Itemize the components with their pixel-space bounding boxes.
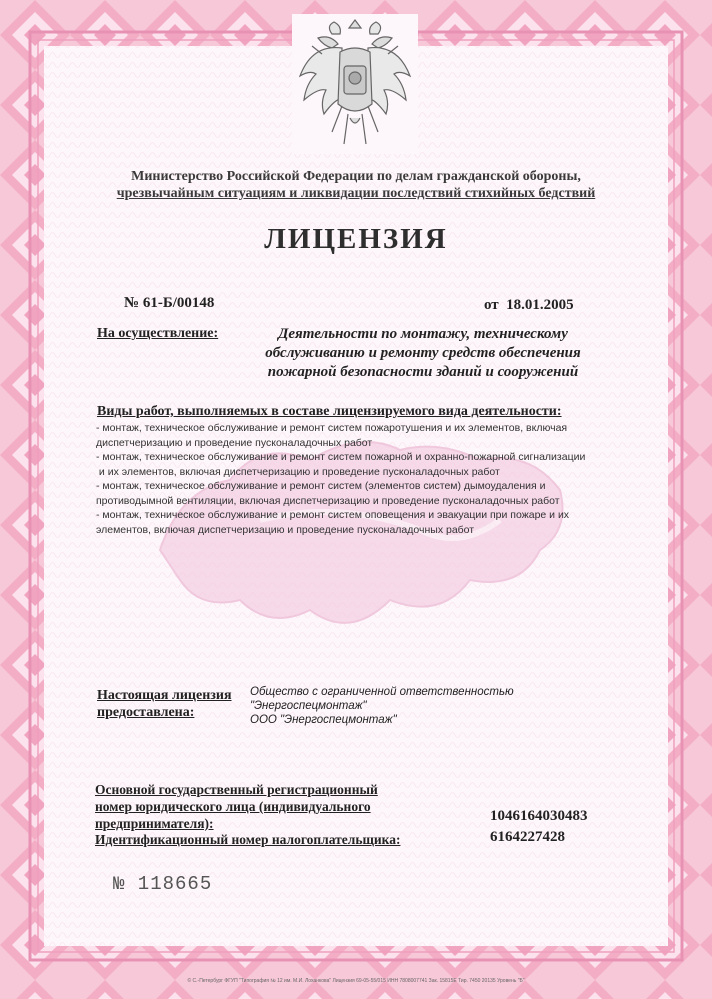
- grant-label: [97, 687, 232, 721]
- works-line: элементов, включая диспетчеризацию и проведение пусконаладочных работ: [96, 523, 475, 536]
- ogrn-label-line: предпринимателя):: [95, 816, 214, 831]
- ogrn-label-line: Основной государственный регистрационный: [95, 782, 378, 797]
- purpose-line: обслуживанию и ремонту средств обеспечения: [265, 345, 581, 361]
- grant-label-line: Настоящая лицензия: [97, 688, 232, 703]
- document-title: ЛИЦЕНЗИЯ: [264, 223, 448, 255]
- works-line: противодымной вентиляции, включая диспетчеризацию и проведение пусконаладочных работ: [96, 494, 560, 507]
- printer-footer: © С.-Петербург ФГУП "Типография № 12 им. М.И. Лоханкова" Лицензия 69-05-55/015 ИНН 7808007741 Зак. 15815Е Тир. 7450 20135 Уровень "Б": [187, 978, 525, 984]
- works-line: - монтаж, техническое обслуживание и ремонт систем пожаротушения и их элементов, включая: [96, 422, 568, 434]
- works-line: диспетчеризацию и проведение пусконаладочных работ: [96, 436, 373, 449]
- ministry-line-2: чрезвычайным ситуациям и ликвидации последствий стихийных бедствий: [116, 186, 596, 201]
- double-headed-eagle-emblem: [292, 14, 418, 154]
- license-date: [484, 297, 574, 314]
- works-line: - монтаж, техническое обслуживание и ремонт систем (элементов систем) дымоудаления и: [96, 480, 546, 492]
- purpose-text: [233, 325, 613, 382]
- inn-value: 6164227428: [490, 829, 565, 845]
- grantee-name: [250, 685, 514, 727]
- grantee-line: ООО "Энергоспецмонтаж": [250, 714, 397, 726]
- serial-number: № 118665: [113, 873, 213, 895]
- date-value: 18.01.2005: [506, 297, 574, 313]
- grant-label-line: предоставлена:: [97, 705, 195, 720]
- purpose-line: пожарной безопасности зданий и сооружений: [267, 364, 579, 380]
- inn-label: Идентификационный номер налогоплательщика:: [95, 832, 401, 847]
- grantee-line: Общество с ограниченной ответственностью: [250, 686, 514, 698]
- purpose-line: Деятельности по монтажу, техническому: [278, 326, 568, 342]
- ministry-line-1: Министерство Российской Федерации по делам гражданской обороны,: [131, 169, 581, 184]
- ogrn-value: 1046164030483: [490, 808, 588, 824]
- works-title: Виды работ, выполняемых в составе лицензируемого вида деятельности:: [97, 404, 562, 419]
- grantee-line: "Энергоспецмонтаж": [250, 700, 367, 712]
- license-number: № 61-Б/00148: [124, 295, 215, 311]
- works-list: [96, 421, 626, 537]
- ogrn-label: [95, 781, 378, 832]
- purpose-label: На осуществление:: [97, 326, 219, 341]
- works-line: и их элементов, включая диспетчеризацию и проведение пусконаладочных работ: [96, 465, 500, 478]
- ministry-name: [60, 168, 652, 202]
- date-prefix: от: [484, 297, 499, 313]
- works-line: - монтаж, техническое обслуживание и ремонт систем оповещения и эвакуации при пожаре и их: [96, 509, 570, 521]
- ogrn-label-line: номер юридического лица (индивидуального: [95, 799, 371, 814]
- works-line: - монтаж, техническое обслуживание и ремонт систем пожарной и охранно-пожарной сигнализации: [96, 451, 586, 463]
